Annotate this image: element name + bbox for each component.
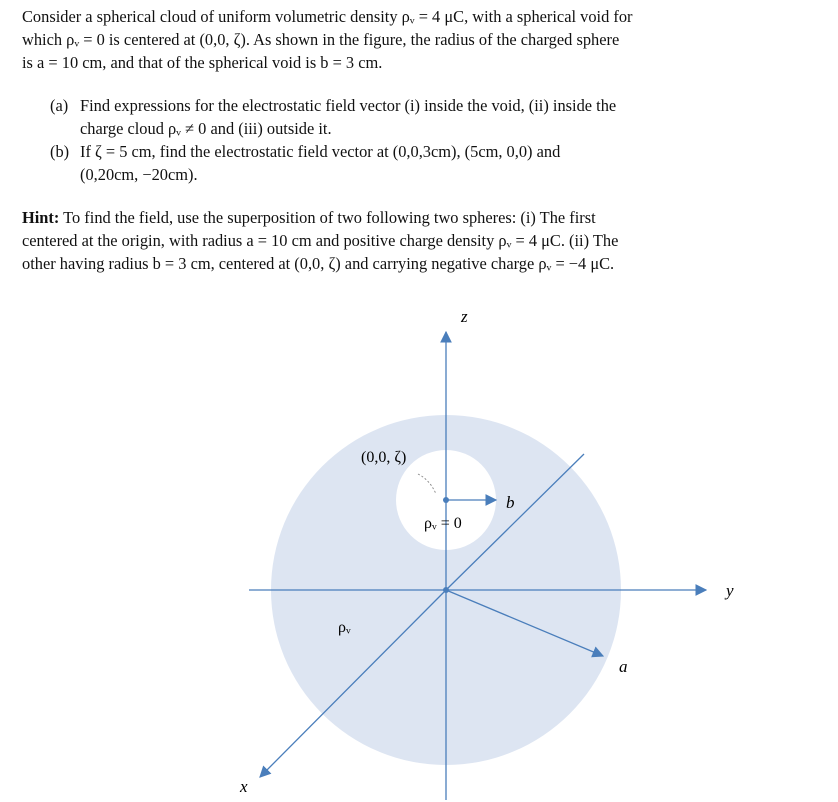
part-b-line-2: (0,20cm, −20cm). (80, 165, 198, 184)
part-b-line-1: If ζ = 5 cm, find the electrostatic field vector at (0,0,3cm), (5cm, 0,0) and (80, 142, 561, 161)
intro-line-3: is a = 10 cm, and that of the spherical void is b = 3 cm. (22, 53, 383, 72)
hint-line-1: To find the field, use the superposition of two following two spheres: (i) The first (59, 208, 596, 227)
origin-point (443, 587, 449, 593)
void-density-label: ρᵥ = 0 (424, 515, 462, 532)
void-radius-label: b (506, 493, 515, 512)
cloud-radius-label: a (619, 657, 628, 676)
intro-line-2: which ρᵥ = 0 is centered at (0,0, ζ). As shown in the figure, the radius of the charged sphere (22, 30, 620, 49)
part-b-label: (b) (50, 142, 70, 161)
cloud-density-label: ρᵥ (338, 619, 351, 636)
intro-line-1: Consider a spherical cloud of uniform volumetric density ρᵥ = 4 μC, with a spherical void for (22, 7, 633, 26)
part-a-label: (a) (50, 96, 69, 115)
part-a-line-1: Find expressions for the electrostatic field vector (i) inside the void, (ii) inside the (80, 96, 617, 115)
x-axis-label: x (240, 777, 248, 796)
hint-line-3: other having radius b = 3 cm, centered at (0,0, ζ) and carrying negative charge ρᵥ = −4 μC. (22, 254, 615, 273)
part-a-line-2: charge cloud ρᵥ ≠ 0 and (iii) outside it. (80, 119, 332, 138)
y-axis-label: y (726, 581, 734, 600)
void-center-point (443, 497, 449, 503)
hint-label: Hint: (22, 208, 60, 227)
z-axis-label: z (461, 307, 468, 326)
hint-line-2: centered at the origin, with radius a = 10 cm and positive charge density ρᵥ = 4 μC. (ii) The (22, 231, 619, 250)
void-center-label: (0,0, ζ) (361, 449, 407, 466)
